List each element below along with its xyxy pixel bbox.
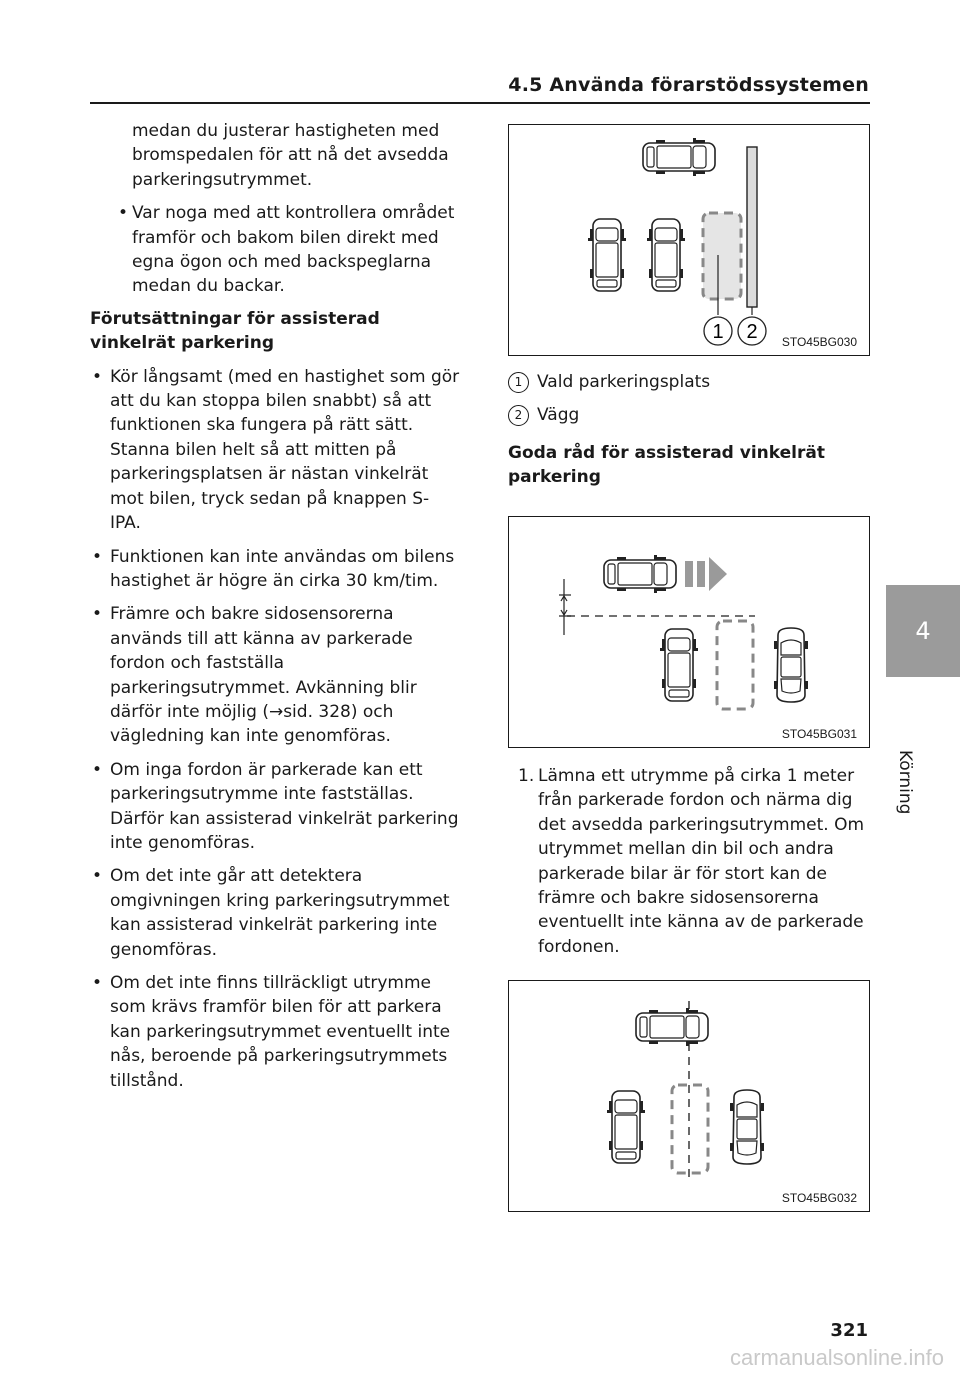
- bullet-dot: •: [92, 973, 103, 993]
- list-item: [90, 365, 460, 536]
- bullet-text: Kör långsamt (med en hastighet som gör att du kan stoppa bilen snabbt) så att funktionen ska fungera på rätt sätt. Stanna bilen helt så att mitten på parkeringsplatsen är nästan vinkelrät mot bilen, tryck sedan på knappen S-IPA.: [110, 366, 460, 534]
- figure-code: STO45BG032: [781, 1191, 857, 1205]
- car-top-icon: [643, 138, 715, 176]
- bullet-text: Om inga fordon är parkerade kan ett parkeringsutrymme inte fastställas. Därför kan assisterad vinkelrät parkering inte genomföras.: [110, 759, 459, 853]
- list-item: [90, 602, 460, 748]
- legend-item: [508, 405, 579, 426]
- legend-text: Vägg: [537, 405, 580, 425]
- watermark: carmanualsonline.info: [729, 1345, 944, 1370]
- section-heading: Förutsättningar för assisterad vinkelrät parkering: [90, 308, 380, 354]
- step-item: [518, 764, 870, 959]
- selected-space: [703, 213, 741, 299]
- bullet-dot: •: [118, 203, 129, 224]
- callout-2-label: 2: [746, 321, 758, 343]
- legend-number: 2: [508, 405, 529, 426]
- centered-approach-illustration: [509, 981, 869, 1211]
- parked-car-icon: [774, 628, 808, 702]
- direction-arrow-icon: [685, 557, 727, 591]
- chapter-label: Körning: [895, 750, 915, 815]
- car-top-icon: [636, 1008, 708, 1046]
- step-number: 1.: [518, 766, 535, 786]
- section-heading: Goda råd för assisterad vinkelrät parkering: [508, 443, 825, 488]
- step-text: Lämna ett utrymme på cirka 1 meter från parkerade fordon och närma dig det avsedda parkeringsutrymmet. Om utrymmet mellan din bil och andra parkerade bilar är för stort kan de främre och bakre sidosensorerna eventuellt inte känna av de parkerade fordonen.: [538, 766, 865, 957]
- parked-car-icon: [647, 219, 685, 291]
- bullet-dot: •: [92, 759, 103, 780]
- bullet-text: Var noga med att kontrollera området framför och bakom bilen direkt med egna ögon och med backspeglarna medan du backar.: [132, 203, 455, 297]
- callout-1-label: 1: [712, 321, 724, 343]
- right-heading-block: [508, 441, 870, 499]
- page-number: 321: [830, 1320, 868, 1341]
- chapter-tab: 4: [886, 585, 960, 677]
- figure-code: STO45BG030: [781, 335, 857, 349]
- bullet-text: Om det inte finns tillräckligt utrymme som krävs framför bilen för att parkera kan parkeringsutrymmet eventuellt inte nås, beroende på parkeringsutrymmets tillstånd.: [110, 973, 451, 1091]
- list-item: [90, 971, 460, 1093]
- bullet-dot: •: [92, 366, 103, 387]
- left-column: [90, 119, 460, 1102]
- list-item: [90, 758, 460, 856]
- parked-car-icon: [588, 219, 626, 291]
- list-item: [90, 545, 460, 594]
- wall: [747, 147, 757, 307]
- parking-space-illustration: [509, 125, 869, 355]
- list-item: [90, 864, 460, 962]
- figure-centered-approach: [508, 980, 870, 1212]
- bullet-text: Främre och bakre sidosensorerna används till att känna av parkerade fordon och fastställa parkeringsutrymmet. Avkänning blir därför inte möjlig (→sid. 328) och vägledning kan inte genomföras.: [110, 604, 417, 747]
- list-item: [90, 201, 460, 299]
- figure-approach-distance: [508, 516, 870, 748]
- target-space: [672, 1085, 708, 1173]
- legend-item: [508, 372, 710, 393]
- legend-text: Vald parkeringsplats: [537, 372, 711, 392]
- target-space: [717, 621, 753, 709]
- car-top-icon: [604, 555, 676, 593]
- bullet-dot: •: [92, 546, 103, 567]
- figure-code: STO45BG031: [781, 727, 857, 741]
- header-rule: [90, 102, 870, 104]
- figure-parking-space: [508, 124, 870, 356]
- bullet-text: Om det inte går att detektera omgivningen kring parkeringsutrymmet kan assisterad vinkelrät parkering inte genomföras.: [110, 866, 450, 960]
- legend-number: 1: [508, 372, 529, 393]
- parked-car-icon: [660, 629, 698, 701]
- parked-car-icon: [730, 1090, 764, 1164]
- bullet-dot: •: [92, 866, 103, 887]
- intro-paragraph: medan du justerar hastigheten med bromspedalen för att nå det avsedda parkeringsutrymmet.: [132, 121, 449, 190]
- approach-illustration: [509, 517, 869, 747]
- bullet-text: Funktionen kan inte användas om bilens hastighet är högre än cirka 30 km/tim.: [110, 546, 455, 591]
- parked-car-icon: [607, 1091, 645, 1163]
- bullet-dot: •: [92, 604, 103, 625]
- section-title: 4.5 Använda förarstödssystemen: [508, 74, 869, 96]
